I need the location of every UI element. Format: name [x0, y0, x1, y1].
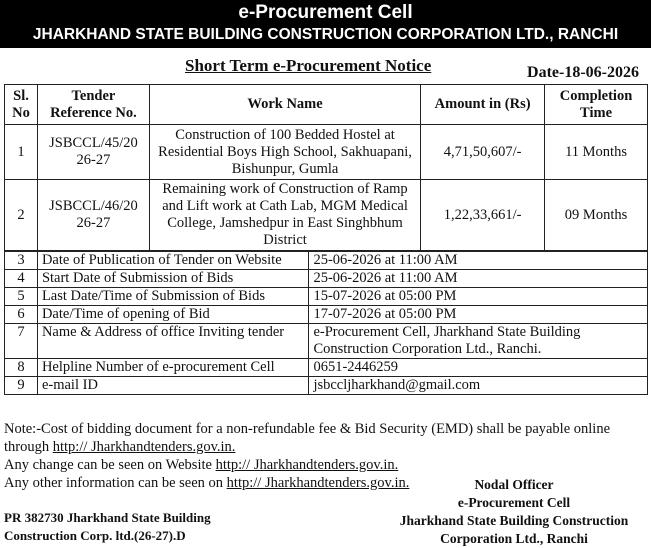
pr-line-1: PR 382730 Jharkhand State Building [4, 510, 211, 525]
website-link[interactable]: http:// Jharkhandtenders.gov.in. [226, 475, 410, 491]
header-title: e-Procurement Cell [238, 2, 413, 23]
pr-line-2: Construction Corp. ltd.(26-27).D [4, 528, 186, 543]
officer-dept: e-Procurement Cell [457, 495, 571, 510]
notice-header [0, 0, 651, 48]
detail-sl: 9 [5, 377, 38, 395]
table-row [5, 288, 648, 306]
tender-table-header [5, 85, 648, 125]
website-link[interactable]: http:// Jharkhandtenders.gov.in. [52, 439, 236, 455]
detail-sl: 7 [5, 324, 38, 359]
row-work: Construction of 100 Bedded Hostel at Residential Boys High School, Sakhuapani, Bishunpur, Gumla [149, 125, 420, 180]
detail-label: e-mail ID [37, 377, 308, 395]
tender-table [4, 84, 648, 251]
row-time: 09 Months [545, 180, 648, 251]
table-row [5, 306, 648, 324]
officer-org-line-2: Corporation Ltd., Ranchi [440, 531, 588, 546]
detail-value: e-Procurement Cell, Jharkhand State Building Construction Corporation Ltd., Ranchi. [309, 324, 648, 359]
row-sl: 1 [5, 125, 38, 180]
detail-sl: 8 [5, 359, 38, 377]
nodal-officer-signature [379, 476, 649, 548]
detail-value: 17-07-2026 at 05:00 PM [309, 306, 648, 324]
detail-sl: 6 [5, 306, 38, 324]
header-subtitle: JHARKHAND STATE BUILDING CONSTRUCTION CORPORATION LTD., RANCHI [32, 26, 619, 43]
table-row [5, 324, 648, 359]
detail-value: 25-06-2026 at 11:00 AM [309, 252, 648, 270]
detail-label: Date of Publication of Tender on Website [37, 252, 308, 270]
notice-title: Short Term e-Procurement Notice [185, 56, 432, 75]
table-row [5, 359, 648, 377]
detail-value: 25-06-2026 at 11:00 AM [309, 270, 648, 288]
detail-label: Date/Time of opening of Bid [37, 306, 308, 324]
detail-value: 15-07-2026 at 05:00 PM [309, 288, 648, 306]
col-header-work: Work Name [149, 85, 420, 125]
pr-number [4, 509, 211, 545]
row-amount: 1,22,33,661/- [421, 180, 545, 251]
table-row [5, 252, 648, 270]
col-header-amount: Amount in (Rs) [421, 85, 545, 125]
note-line-2: Any change can be seen on Website http:// Jharkhandtenders.gov.in. [4, 457, 399, 473]
note-line-1: Note:-Cost of bidding document for a non-refundable fee & Bid Security (EMD) shall be payable online through http:// Jharkhandtenders.gov.in. [4, 421, 611, 455]
note-line-3: Any other information can be seen on http:// Jharkhandtenders.gov.in. [4, 475, 410, 491]
detail-sl: 5 [5, 288, 38, 306]
detail-label: Last Date/Time of Submission of Bids [37, 288, 308, 306]
row-ref: JSBCCL/46/20 26-27 [37, 180, 149, 251]
row-sl: 2 [5, 180, 38, 251]
table-row [5, 125, 648, 180]
detail-sl: 3 [5, 252, 38, 270]
row-time: 11 Months [545, 125, 648, 180]
officer-title: Nodal Officer [474, 477, 554, 492]
website-link[interactable]: http:// Jharkhandtenders.gov.in. [215, 457, 399, 473]
notice-date: Date-18-06-2026 [527, 64, 639, 81]
detail-sl: 4 [5, 270, 38, 288]
detail-label: Name & Address of office Inviting tender [37, 324, 308, 359]
detail-value: jsbccljharkhand@gmail.com [309, 377, 648, 395]
row-ref: JSBCCL/45/20 26-27 [37, 125, 149, 180]
detail-label: Start Date of Submission of Bids [37, 270, 308, 288]
col-header-sl: Sl. No [5, 85, 38, 125]
detail-value: 0651-2446259 [309, 359, 648, 377]
col-header-ref: Tender Reference No. [37, 85, 149, 125]
title-bar [0, 48, 651, 84]
detail-label: Helpline Number of e-procurement Cell [37, 359, 308, 377]
details-table [4, 251, 648, 395]
table-row [5, 270, 648, 288]
row-amount: 4,71,50,607/- [421, 125, 545, 180]
col-header-time: Completion Time [545, 85, 648, 125]
row-work: Remaining work of Construction of Ramp and Lift work at Cath Lab, MGM Medical College, Jamshedpur in East Singhbhum District [149, 180, 420, 251]
table-row [5, 377, 648, 395]
table-row [5, 180, 648, 251]
officer-org-line-1: Jharkhand State Building Construction [399, 513, 629, 528]
